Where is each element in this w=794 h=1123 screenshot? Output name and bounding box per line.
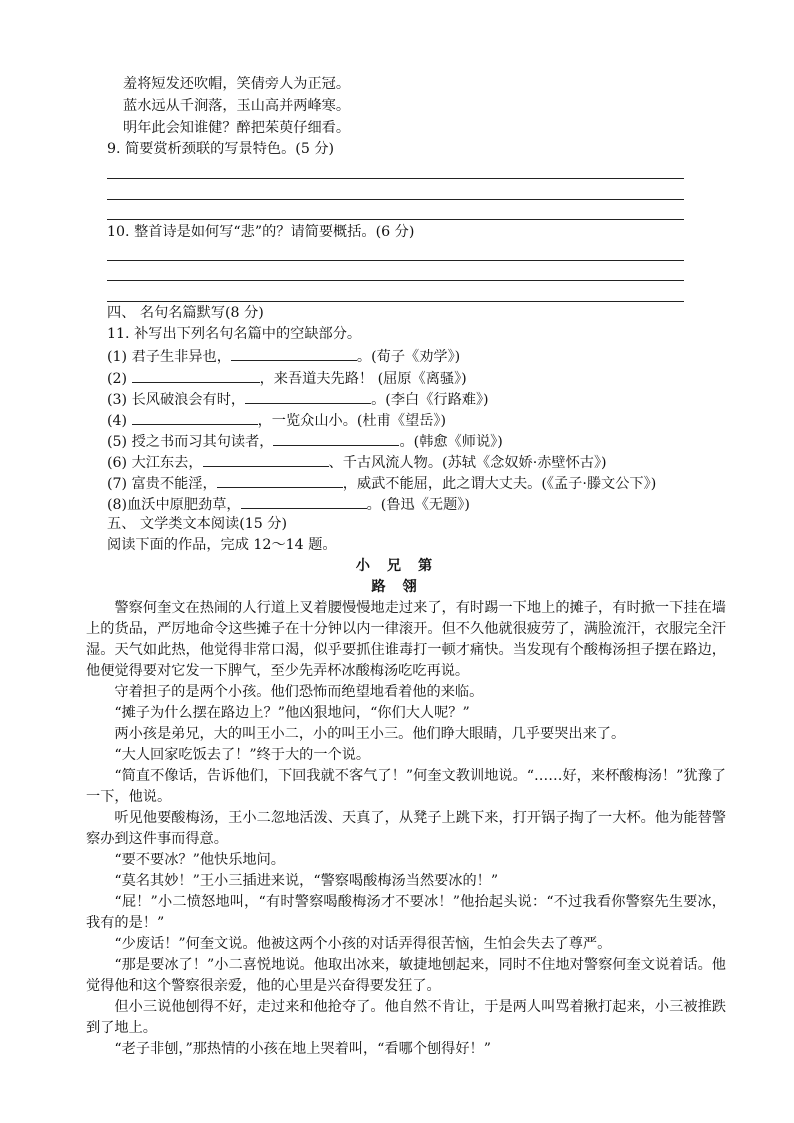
story-paragraph: “屁！”小二愤怒地叫，“有时警察喝酸梅汤才不要冰！”他抬起头说：“不过我看你警察先生要冰，我有的是！” (86, 894, 726, 931)
fill-blank[interactable] (132, 409, 258, 425)
fill-blank[interactable] (245, 388, 371, 404)
story-paragraph: “要不要冰？”他快乐地问。 (114, 852, 285, 868)
story-title: 小 兄 第 (355, 558, 439, 574)
fill-blank[interactable] (231, 345, 357, 361)
answer-line[interactable] (107, 301, 684, 302)
poem-line-3: 明年此会知谁健？醉把茱萸仔细看。 (123, 120, 351, 136)
fill-item-4: (4) ，一览众山小。(杜甫《望岳》) (107, 409, 446, 431)
answer-line[interactable] (107, 260, 684, 261)
fill-blank[interactable] (132, 367, 260, 383)
fill-blank[interactable] (203, 451, 329, 467)
story-paragraph: 警察何奎文在热闹的人行道上叉着腰慢慢地走过来了，有时踢一下地上的摊子，有时掀一下挂在墙上的货品，严厉地命令这些摊子在十分钟以内一律滚开。但不久他就很疲劳了，满脸流汗，衣服完全汗湿。天气如此热，他觉得非常口渴，似乎要抓住谁毒打一顿才痛快。当发现有个酸梅汤担子摆在路边，他便觉得要对它发一下脾气，至少先弄杯冰酸梅汤吃吃再说。 (86, 600, 726, 679)
fill-blank[interactable] (217, 472, 343, 488)
fill-item-2: (2) ，来吾道夫先路！ (屈原《离骚》) (107, 367, 467, 389)
fill-blank[interactable] (241, 493, 367, 509)
fill-item-1: (1) 君子生非异也， 。(荀子《劝学》) (107, 345, 460, 367)
section-4-heading: 四、 名句名篇默写(8 分) (107, 305, 264, 321)
story-paragraph: 但小三说他刨得不好，走过来和他抢夺了。他自然不肯让，于是两人叫骂着揪打起来，小三被推跌到了地上。 (86, 999, 726, 1036)
answer-line[interactable] (107, 199, 684, 200)
story-paragraph: “大人回家吃饭去了！”终于大的一个说。 (114, 747, 371, 763)
question-9: 9. 简要赏析颈联的写景特色。(5 分) (107, 141, 335, 157)
question-10: 10. 整首诗是如何写“悲”的？请简要概括。(6 分) (107, 224, 415, 240)
fill-item-3: (3) 长风破浪会有时， 。(李白《行路难》) (107, 388, 489, 410)
fill-item-6: (6) 大江东去， 、千古风流人物。(苏轼《念奴娇·赤壁怀古》) (107, 451, 607, 473)
story-paragraph: “那是要冰了！”小二喜悦地说。他取出冰来，敏捷地刨起来，同时不住地对警察何奎文说着话。他觉得他和这个警察很亲爱，他的心里是兴奋得要发狂了。 (86, 957, 726, 994)
story-paragraph: “老子非刨，”那热情的小孩在地上哭着叫，“看哪个刨得好！” (114, 1041, 491, 1057)
story-paragraph: 听见他要酸梅汤，王小二忽地活泼、天真了，从凳子上跳下来，打开锅子掏了一大杯。他为能替警察办到这件事而得意。 (86, 810, 726, 847)
poem-line-2: 蓝水远从千涧落，玉山高并两峰寒。 (123, 98, 351, 114)
fill-item-5: (5) 授之书而习其句读者， 。(韩愈《师说》) (107, 430, 503, 452)
poem-line-1: 羞将短发还吹帽，笑倩旁人为正冠。 (123, 76, 351, 92)
reading-instruction: 阅读下面的作品，完成 12～14 题。 (107, 537, 337, 553)
answer-line[interactable] (107, 219, 684, 220)
fill-item-8: (8)血沃中原肥劲草， 。(鲁迅《无题》) (107, 493, 470, 515)
story-author: 路 翎 (371, 579, 423, 595)
answer-line[interactable] (107, 178, 684, 179)
story-paragraph: “莫名其妙！”王小三插进来说，“警察喝酸梅汤当然要冰的！” (114, 873, 499, 889)
question-11: 11. 补写出下列名句名篇中的空缺部分。 (107, 326, 362, 342)
story-paragraph: “摊子为什么摆在路边上？”他凶狠地问，“你们大人呢？” (114, 705, 470, 721)
story-paragraph: “简直不像话，告诉他们，下回我就不客气了！”何奎文教训地说。“……好，来杯酸梅汤！”犹豫了一下，他说。 (86, 768, 726, 805)
story-paragraph: “少废话！”何奎文说。他被这两个小孩的对话弄得很苦恼，生怕会失去了尊严。 (114, 936, 612, 952)
story-paragraph: 守着担子的是两个小孩。他们恐怖而绝望地看着他的来临。 (114, 684, 484, 700)
fill-item-7: (7) 富贵不能淫， ，威武不能屈，此之谓大丈夫。(《孟子·滕文公下》) (107, 472, 656, 494)
story-paragraph: 两小孩是弟兄，大的叫王小二，小的叫王小三。他们睁大眼睛，几乎要哭出来了。 (114, 726, 626, 742)
fill-blank[interactable] (273, 430, 399, 446)
section-5-heading: 五、 文学类文本阅读(15 分) (107, 516, 288, 532)
answer-line[interactable] (107, 280, 684, 281)
